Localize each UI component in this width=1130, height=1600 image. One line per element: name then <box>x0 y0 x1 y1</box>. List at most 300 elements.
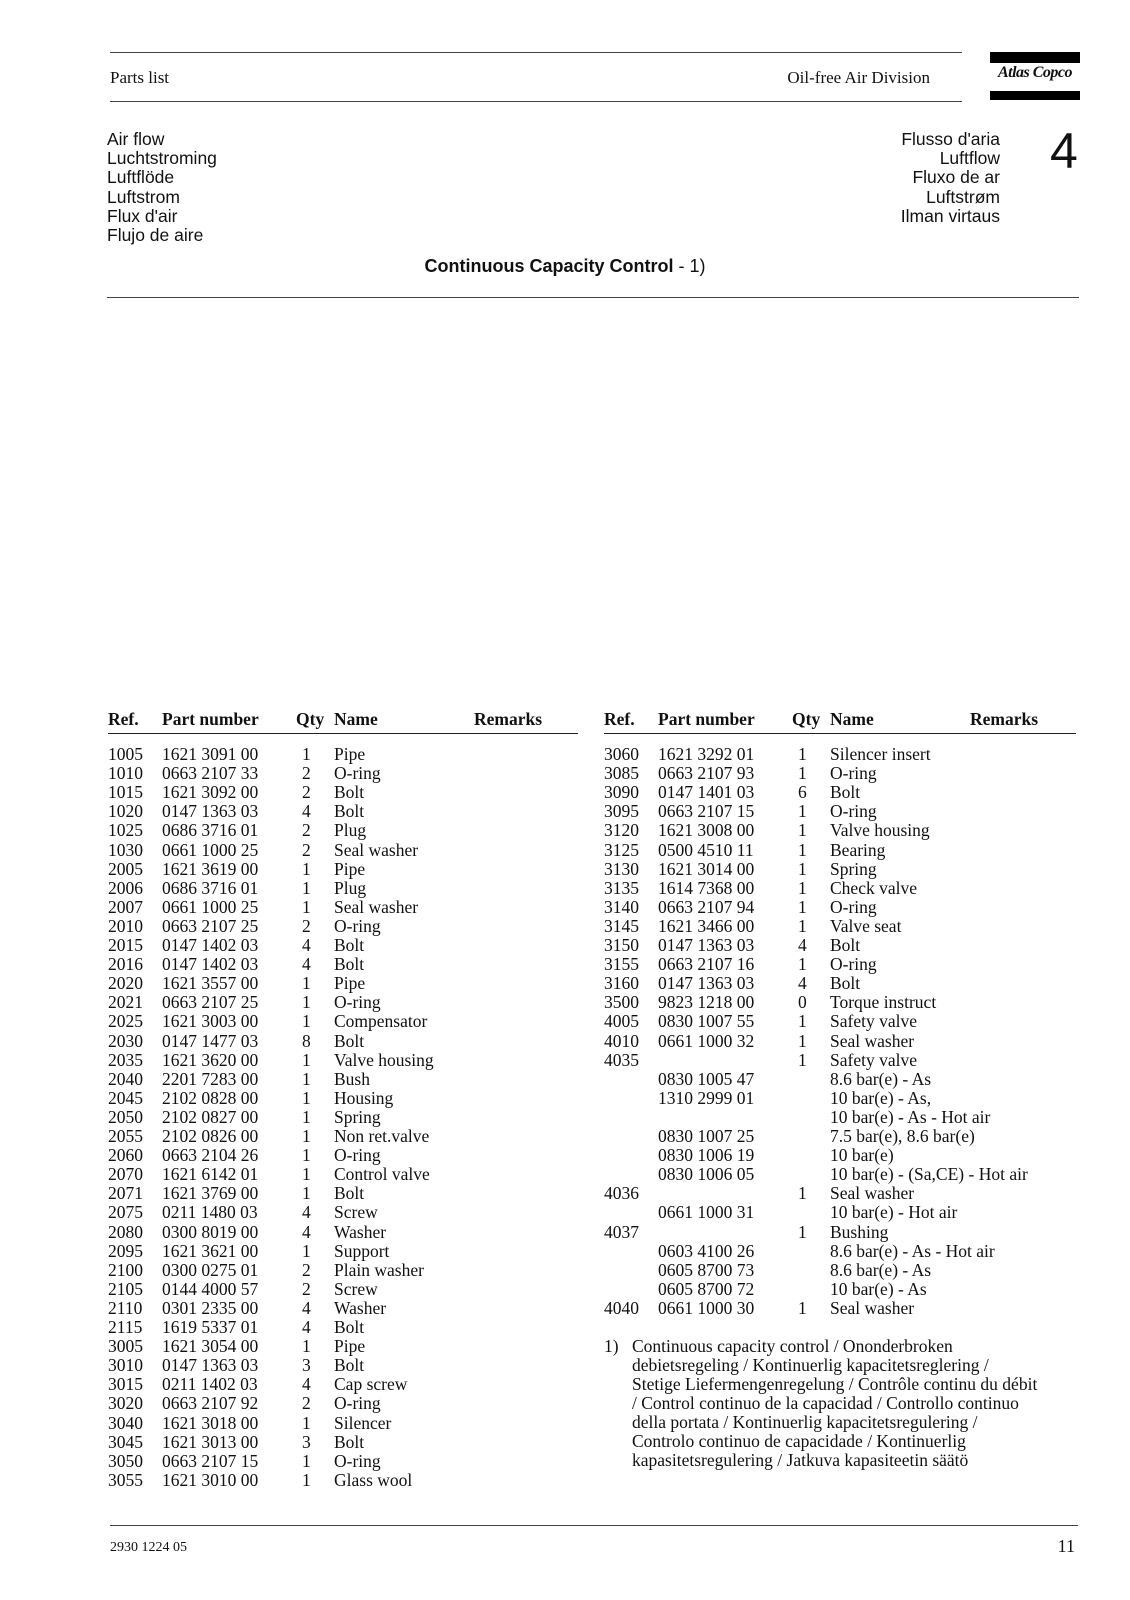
cell-part-number: 0830 1007 55 <box>658 1011 755 1032</box>
cell-name: Support <box>334 1240 390 1261</box>
cell-part-number: 1621 3092 00 <box>162 782 259 803</box>
cell-ref: 2035 <box>108 1049 143 1070</box>
cell-part-number: 0147 1363 03 <box>658 973 755 994</box>
cell-ref: 2015 <box>108 935 143 955</box>
cell-name: Bolt <box>334 1030 365 1051</box>
cell-part-number: 0686 3716 01 <box>162 820 259 841</box>
cell-qty: 1 <box>302 973 311 994</box>
cell-name: Spring <box>334 1106 381 1127</box>
cell-name: Seal washer <box>830 1183 915 1204</box>
cell-ref: 3085 <box>604 763 639 784</box>
title-line: Ilman virtaus <box>900 205 1000 226</box>
cell-part-number: 1621 3008 00 <box>658 820 755 841</box>
company-logo <box>990 52 1080 100</box>
cell-qty: 2 <box>302 1278 311 1299</box>
cell-name: Bolt <box>830 973 861 994</box>
table-row <box>108 1433 578 1452</box>
cell-qty: 2 <box>302 763 311 784</box>
cell-name: Bearing <box>830 839 886 860</box>
table-row <box>108 841 578 860</box>
cell-ref: 2110 <box>108 1297 143 1318</box>
cell-qty: 1 <box>798 1297 807 1318</box>
cell-ref: 2105 <box>108 1278 143 1299</box>
cell-name: Washer <box>334 1297 387 1318</box>
cell-name: Pipe <box>334 858 366 879</box>
cell-part-number: 2201 7283 00 <box>162 1068 259 1089</box>
cell-name: O-ring <box>334 763 381 784</box>
cell-part-number: 1621 3013 00 <box>162 1431 259 1452</box>
cell-part-number: 0300 8019 00 <box>162 1221 259 1242</box>
cell-name: Check valve <box>830 877 917 898</box>
cell-qty: 4 <box>302 954 311 975</box>
cell-name: O-ring <box>830 763 877 784</box>
cell-ref: 2095 <box>108 1240 143 1261</box>
footnote-mark: 1) <box>604 1336 619 1356</box>
title-line: Luchtstroming <box>107 148 217 169</box>
cell-part-number: 0661 1000 31 <box>658 1202 755 1223</box>
cell-qty: 1 <box>798 1183 807 1204</box>
col-header-name: Name <box>830 709 874 729</box>
table-row <box>108 783 578 802</box>
cell-part-number: 0300 0275 01 <box>162 1259 259 1280</box>
cell-qty: 1 <box>302 1450 311 1471</box>
cell-ref: 2010 <box>108 915 143 936</box>
table-row <box>604 879 1076 898</box>
cell-qty: 1 <box>302 877 311 898</box>
col-header-part-number: Part number <box>162 709 259 729</box>
cell-part-number: 0147 1477 03 <box>162 1030 259 1051</box>
cell-ref: 2021 <box>108 992 143 1013</box>
col-header-remarks: Remarks <box>970 709 1039 729</box>
table-row <box>604 821 1076 840</box>
table-row <box>604 917 1076 936</box>
cell-qty: 1 <box>798 744 807 764</box>
table-header-rule <box>604 733 1076 734</box>
table-row <box>108 1032 578 1051</box>
cell-part-number: 0500 4510 11 <box>658 839 754 860</box>
titles-left <box>107 130 217 245</box>
table-row <box>604 1032 1076 1051</box>
cell-name: Bolt <box>334 1355 365 1376</box>
subtitle-bold: Continuous Capacity Control <box>424 256 674 276</box>
cell-ref: 1005 <box>108 744 143 764</box>
cell-ref: 2060 <box>108 1145 143 1166</box>
cell-part-number: 0663 2107 33 <box>162 763 259 784</box>
cell-qty: 6 <box>798 782 807 803</box>
cell-qty: 1 <box>302 858 311 879</box>
cell-part-number: 2102 0826 00 <box>162 1126 259 1146</box>
cell-ref: 2007 <box>108 896 143 917</box>
parts-table-left <box>108 709 578 1489</box>
footnote-line: / Control continuo de la capacidad / Controllo continuo <box>632 1393 1019 1413</box>
cell-name: Bolt <box>830 782 861 803</box>
table-row <box>604 860 1076 879</box>
cell-part-number: 0147 1401 03 <box>658 782 755 803</box>
cell-part-number: 0830 1005 47 <box>658 1068 755 1089</box>
table-row <box>108 1356 578 1375</box>
cell-ref: 3050 <box>108 1450 143 1471</box>
cell-part-number: 0301 2335 00 <box>162 1297 259 1318</box>
cell-qty: 1 <box>302 1049 311 1070</box>
header-top-rule <box>110 52 962 53</box>
section-number: 4 <box>1050 123 1078 179</box>
cell-ref: 3020 <box>108 1393 143 1414</box>
table-row <box>108 879 578 898</box>
cell-part-number: 2102 0828 00 <box>162 1087 259 1108</box>
cell-name: Pipe <box>334 973 366 994</box>
col-header-ref: Ref. <box>604 709 635 729</box>
page-number: 11 <box>1057 1536 1075 1556</box>
cell-qty: 1 <box>798 915 807 936</box>
cell-ref: 3135 <box>604 877 639 898</box>
title-line: Luftflöde <box>107 167 175 188</box>
cell-part-number: 1621 3054 00 <box>162 1336 259 1357</box>
title-line: Flusso d'aria <box>901 129 1000 149</box>
cell-name: Plug <box>334 820 367 841</box>
cell-ref: 1010 <box>108 763 143 784</box>
cell-qty: 1 <box>798 1221 807 1242</box>
table-row <box>604 955 1076 974</box>
table-row <box>108 1165 578 1184</box>
cell-part-number: 1621 3014 00 <box>658 858 755 879</box>
cell-qty: 1 <box>302 1469 311 1490</box>
cell-name: O-ring <box>334 1450 381 1471</box>
table-row <box>108 860 578 879</box>
table-row <box>108 1299 578 1318</box>
table-row <box>108 955 578 974</box>
cell-name: Non ret.valve <box>334 1126 430 1146</box>
cell-ref: 2075 <box>108 1202 143 1223</box>
cell-ref: 2070 <box>108 1164 143 1185</box>
cell-name: Seal washer <box>334 896 419 917</box>
cell-qty: 2 <box>302 915 311 936</box>
cell-ref: 3160 <box>604 973 639 994</box>
cell-ref: 3060 <box>604 744 639 764</box>
cell-name: Silencer <box>334 1412 392 1433</box>
col-header-part-number: Part number <box>658 709 755 729</box>
logo-bottom-bar <box>990 91 1080 100</box>
cell-name: Plain washer <box>334 1259 424 1280</box>
cell-ref: 4040 <box>604 1297 639 1318</box>
cell-ref: 2080 <box>108 1221 143 1242</box>
cell-part-number: 1621 3292 01 <box>658 744 755 764</box>
cell-ref: 3005 <box>108 1336 143 1357</box>
table-row <box>108 1242 578 1261</box>
cell-part-number: 0661 1000 30 <box>658 1297 755 1318</box>
cell-name: O-ring <box>334 1145 381 1166</box>
title-line: Flux d'air <box>107 205 178 226</box>
cell-name: Bolt <box>334 1431 365 1452</box>
table-row <box>108 1127 578 1146</box>
table-row <box>604 764 1076 783</box>
table-row <box>108 1184 578 1203</box>
cell-qty: 2 <box>302 839 311 860</box>
cell-part-number: 0661 1000 32 <box>658 1030 755 1051</box>
cell-part-number: 0211 1402 03 <box>162 1374 258 1395</box>
cell-qty: 4 <box>302 1202 311 1223</box>
cell-qty: 4 <box>302 801 311 822</box>
cell-ref: 3155 <box>604 954 639 975</box>
cell-name: Silencer insert <box>830 744 931 764</box>
table-row <box>108 764 578 783</box>
table-row <box>604 936 1076 955</box>
logo-top-bar <box>990 52 1080 63</box>
table-row <box>108 1452 578 1471</box>
cell-part-number: 0663 2107 25 <box>162 915 259 936</box>
cell-qty: 0 <box>798 992 807 1013</box>
cell-name: Torque instruct <box>830 992 937 1013</box>
cell-qty: 1 <box>798 877 807 898</box>
table-row <box>604 802 1076 821</box>
header-bottom-rule <box>110 101 962 102</box>
table-row <box>108 993 578 1012</box>
table-row <box>108 802 578 821</box>
cell-name: Cap screw <box>334 1374 408 1395</box>
cell-part-number: 0147 1402 03 <box>162 935 259 955</box>
cell-qty: 1 <box>798 1030 807 1051</box>
cell-name: Bolt <box>334 954 365 975</box>
cell-part-number: 0663 2107 16 <box>658 954 755 975</box>
table-row <box>108 1471 578 1490</box>
cell-name: Housing <box>334 1087 394 1108</box>
cell-name: 10 bar(e) - As - Hot air <box>830 1106 991 1127</box>
cell-part-number: 0603 4100 26 <box>658 1240 755 1261</box>
table-row <box>108 1012 578 1031</box>
table-row <box>604 1299 1076 1318</box>
cell-name: 7.5 bar(e), 8.6 bar(e) <box>830 1126 975 1146</box>
cell-part-number: 1621 3010 00 <box>162 1469 259 1490</box>
cell-name: Plug <box>334 877 367 898</box>
cell-name: Compensator <box>334 1011 428 1032</box>
cell-name: Screw <box>334 1202 378 1223</box>
cell-qty: 1 <box>302 992 311 1013</box>
cell-qty: 3 <box>302 1355 311 1376</box>
cell-ref: 3150 <box>604 935 639 955</box>
title-line: Luftstrom <box>107 186 180 207</box>
cell-qty: 1 <box>302 1011 311 1032</box>
table-row <box>604 1280 1076 1299</box>
table-row <box>604 1070 1076 1089</box>
cell-qty: 4 <box>798 935 807 955</box>
cell-part-number: 0605 8700 72 <box>658 1278 755 1299</box>
cell-name: Bolt <box>334 801 365 822</box>
table-row <box>108 1223 578 1242</box>
cell-ref: 2040 <box>108 1068 143 1089</box>
cell-name: Pipe <box>334 744 366 764</box>
cell-ref: 3040 <box>108 1412 143 1433</box>
cell-ref: 2016 <box>108 954 143 975</box>
cell-part-number: 0147 1363 03 <box>162 801 259 822</box>
cell-name: Washer <box>334 1221 387 1242</box>
cell-ref: 2055 <box>108 1126 143 1146</box>
cell-ref: 1025 <box>108 820 143 841</box>
cell-qty: 1 <box>798 801 807 822</box>
cell-qty: 4 <box>798 973 807 994</box>
cell-qty: 1 <box>302 1106 311 1127</box>
title-line: Fluxo de ar <box>912 167 1000 188</box>
cell-part-number: 1621 3003 00 <box>162 1011 259 1032</box>
cell-part-number: 0663 2107 25 <box>162 992 259 1013</box>
table-row <box>108 1051 578 1070</box>
cell-ref: 2006 <box>108 877 143 898</box>
table-row <box>604 1223 1076 1242</box>
cell-qty: 1 <box>302 1126 311 1146</box>
table-row <box>108 1203 578 1222</box>
cell-qty: 1 <box>798 858 807 879</box>
cell-ref: 1030 <box>108 839 143 860</box>
table-row <box>108 745 578 764</box>
table-row <box>604 783 1076 802</box>
cell-qty: 4 <box>302 1317 311 1337</box>
cell-part-number: 0661 1000 25 <box>162 839 259 860</box>
footnote-line: della portata / Kontinuerlig kapacitetsregulering / <box>632 1412 978 1432</box>
cell-qty: 1 <box>302 896 311 917</box>
cell-ref: 2115 <box>108 1317 143 1337</box>
cell-name: Bolt <box>334 935 365 955</box>
cell-ref: 3045 <box>108 1431 143 1452</box>
cell-name: 10 bar(e) - As, <box>830 1087 932 1108</box>
cell-ref: 3095 <box>604 801 639 822</box>
cell-qty: 1 <box>798 1049 807 1070</box>
cell-name: Seal washer <box>334 839 419 860</box>
cell-ref: 3120 <box>604 820 639 841</box>
cell-ref: 3010 <box>108 1355 143 1376</box>
table-row <box>108 821 578 840</box>
cell-part-number: 0147 1363 03 <box>162 1355 259 1376</box>
cell-ref: 2050 <box>108 1106 143 1127</box>
cell-qty: 1 <box>302 1164 311 1185</box>
cell-name: 8.6 bar(e) - As - Hot air <box>830 1240 995 1261</box>
cell-part-number: 1614 7368 00 <box>658 877 755 898</box>
cell-ref: 3055 <box>108 1469 143 1490</box>
cell-ref: 2045 <box>108 1087 143 1108</box>
parts-table-right <box>604 709 1076 1359</box>
cell-part-number: 0663 2107 93 <box>658 763 755 784</box>
header-doc-type: Parts list <box>110 68 170 87</box>
cell-name: 8.6 bar(e) - As <box>830 1068 932 1089</box>
cell-ref: 2005 <box>108 858 143 879</box>
table-row <box>604 841 1076 860</box>
cell-part-number: 0605 8700 73 <box>658 1259 755 1280</box>
table-row <box>108 1108 578 1127</box>
cell-ref: 2030 <box>108 1030 143 1051</box>
col-header-ref: Ref. <box>108 709 139 729</box>
table-row <box>604 745 1076 764</box>
cell-qty: 1 <box>302 1412 311 1433</box>
header-division: Oil-free Air Division <box>787 68 930 87</box>
cell-name: O-ring <box>830 954 877 975</box>
table-row <box>108 898 578 917</box>
footnote-line: Stetige Liefermengenregelung / Contrôle continu du débit <box>632 1374 1038 1394</box>
cell-ref: 2020 <box>108 973 143 994</box>
cell-qty: 4 <box>302 1374 311 1395</box>
cell-part-number: 0147 1402 03 <box>162 954 259 975</box>
title-line: Flujo de aire <box>107 225 204 246</box>
col-header-qty: Qty <box>296 709 325 729</box>
cell-name: O-ring <box>830 896 877 917</box>
cell-ref: 3145 <box>604 915 639 936</box>
footnote-line: debietsregeling / Kontinuerlig kapacitetsreglering / <box>632 1355 989 1375</box>
table-row <box>108 1394 578 1413</box>
cell-name: Bush <box>334 1068 370 1089</box>
table-row <box>604 993 1076 1012</box>
cell-part-number: 0661 1000 25 <box>162 896 259 917</box>
cell-part-number: 1621 3620 00 <box>162 1049 259 1070</box>
cell-qty: 8 <box>302 1030 311 1051</box>
cell-qty: 4 <box>302 935 311 955</box>
cell-ref: 3090 <box>604 782 639 803</box>
table-row <box>604 1012 1076 1031</box>
cell-name: 10 bar(e) - (Sa,CE) - Hot air <box>830 1164 1028 1185</box>
cell-qty: 4 <box>302 1221 311 1242</box>
title-line: Air flow <box>107 129 165 149</box>
cell-name: Seal washer <box>830 1030 915 1051</box>
cell-name: Control valve <box>334 1164 430 1185</box>
table-row <box>108 1337 578 1356</box>
table-row <box>604 1051 1076 1070</box>
cell-qty: 1 <box>798 954 807 975</box>
cell-name: Safety valve <box>830 1011 917 1032</box>
cell-ref: 1015 <box>108 782 143 803</box>
table-row <box>108 1089 578 1108</box>
title-line: Luftflow <box>939 148 1000 169</box>
col-header-name: Name <box>334 709 378 729</box>
cell-qty: 1 <box>302 1336 311 1357</box>
cell-name: 8.6 bar(e) - As <box>830 1259 932 1280</box>
titles-right <box>901 130 1000 226</box>
cell-part-number: 0147 1363 03 <box>658 935 755 955</box>
cell-name: Bolt <box>334 1317 365 1337</box>
cell-qty: 1 <box>302 1068 311 1089</box>
cell-name: Valve seat <box>830 915 902 936</box>
title-line: Luftstrøm <box>926 186 1000 207</box>
cell-name: O-ring <box>830 801 877 822</box>
table-row <box>604 1108 1076 1127</box>
page-subtitle <box>0 256 1130 277</box>
cell-ref: 4037 <box>604 1221 639 1242</box>
cell-part-number: 1621 6142 01 <box>162 1164 259 1185</box>
table-row <box>604 1089 1076 1108</box>
table-row <box>604 974 1076 993</box>
cell-qty: 2 <box>302 820 311 841</box>
table-row <box>108 1070 578 1089</box>
table-row <box>604 1127 1076 1146</box>
table-row <box>108 936 578 955</box>
cell-qty: 1 <box>798 763 807 784</box>
cell-part-number: 0830 1006 19 <box>658 1145 755 1166</box>
cell-ref: 2071 <box>108 1183 143 1204</box>
table-row <box>108 1146 578 1165</box>
cell-part-number: 0686 3716 01 <box>162 877 259 898</box>
cell-name: Screw <box>334 1278 378 1299</box>
cell-name: 10 bar(e) <box>830 1145 894 1166</box>
table-row <box>604 898 1076 917</box>
cell-part-number: 1621 3091 00 <box>162 744 259 764</box>
cell-ref: 3130 <box>604 858 639 879</box>
table-row <box>604 1261 1076 1280</box>
cell-ref: 4036 <box>604 1183 639 1204</box>
table-row <box>108 1414 578 1433</box>
table-row <box>108 1375 578 1394</box>
cell-name: Seal washer <box>830 1297 915 1318</box>
cell-part-number: 0663 2104 26 <box>162 1145 259 1166</box>
cell-part-number: 2102 0827 00 <box>162 1106 259 1127</box>
title-rule <box>107 297 1079 298</box>
cell-qty: 3 <box>302 1431 311 1452</box>
cell-part-number: 0663 2107 15 <box>162 1450 259 1471</box>
cell-qty: 1 <box>798 839 807 860</box>
cell-ref: 3125 <box>604 839 639 860</box>
